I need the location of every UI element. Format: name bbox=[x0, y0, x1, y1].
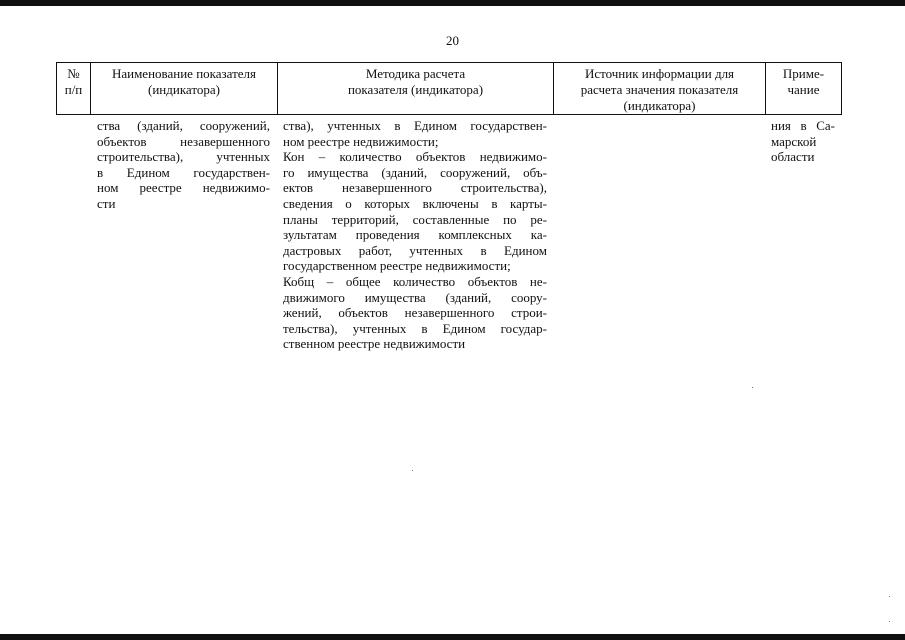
table-top-border bbox=[56, 62, 842, 63]
scan-speck bbox=[889, 596, 890, 597]
text-line: движимого имущества (зданий, соору- bbox=[283, 289, 547, 305]
header-information-source-line3: (индикатора) bbox=[623, 98, 696, 113]
header-note-line2: чание bbox=[787, 82, 820, 97]
page-number: 20 bbox=[446, 33, 459, 48]
scan-speck bbox=[889, 621, 890, 622]
text-line: ства (зданий, сооружений, bbox=[97, 118, 270, 133]
header-calculation-method bbox=[278, 66, 553, 98]
text-line: жений, объектов незавершенного строи- bbox=[283, 305, 547, 321]
header-note bbox=[766, 66, 841, 98]
scan-bottom-edge bbox=[0, 634, 905, 640]
text-line: ном реестре недвижимо- bbox=[97, 180, 270, 196]
header-indicator-name-line1: Наименование показателя bbox=[111, 66, 257, 81]
header-indicator-name bbox=[91, 66, 277, 98]
text-line: ния в Са- bbox=[771, 118, 835, 133]
header-number-line1: № bbox=[67, 66, 80, 81]
header-number bbox=[57, 66, 90, 98]
header-calculation-method-line1: Методика расчета bbox=[365, 66, 466, 81]
text-line: сведения о которых включены в карты- bbox=[283, 195, 547, 211]
text-line: тельства), учтенных в Едином государ- bbox=[283, 320, 547, 336]
text-line: сти bbox=[97, 195, 116, 211]
text-line: в Едином государствен- bbox=[97, 164, 270, 180]
text-line: ектов незавершенного строительства), bbox=[283, 180, 547, 196]
text-line: области bbox=[771, 149, 815, 165]
text-line: го имущества (зданий, сооружений, объ- bbox=[283, 164, 547, 180]
header-information-source bbox=[554, 66, 765, 114]
text-line: дастровых работ, учтенных в Едином bbox=[283, 242, 547, 258]
text-line: ственном реестре недвижимости bbox=[283, 336, 466, 352]
scan-top-edge bbox=[0, 0, 905, 6]
text-line: ном реестре недвижимости; bbox=[283, 133, 439, 149]
text-line: планы территорий, составленные по ре- bbox=[283, 211, 547, 227]
text-line: Кобщ – общее количество объектов не- bbox=[283, 273, 547, 289]
header-number-line2: п/п bbox=[64, 82, 83, 97]
text-line: марской bbox=[771, 133, 817, 149]
text-line: строительства), учтенных bbox=[97, 149, 270, 165]
text-line: Кон – количество объектов недвижимо- bbox=[283, 149, 547, 165]
calculation-method-cell bbox=[283, 118, 547, 352]
text-line: ства), учтенных в Едином государствен- bbox=[283, 118, 547, 133]
indicator-name-cell bbox=[97, 118, 270, 212]
scan-speck bbox=[412, 470, 413, 471]
text-line: объектов незавершенного bbox=[97, 133, 270, 149]
table-header-divider bbox=[56, 114, 842, 115]
header-calculation-method-line2: показателя (индикатора) bbox=[347, 82, 484, 97]
scan-speck bbox=[752, 387, 753, 388]
header-information-source-line1: Источник информации для bbox=[584, 66, 735, 81]
note-cell bbox=[771, 118, 835, 165]
column-border-5 bbox=[841, 62, 842, 115]
text-line: государственном реестре недвижимости; bbox=[283, 258, 511, 274]
header-information-source-line2: расчета значения показателя bbox=[580, 82, 739, 97]
header-indicator-name-line2: (индикатора) bbox=[148, 82, 220, 97]
header-note-line1: Приме- bbox=[782, 66, 825, 81]
text-line: зультатам проведения комплексных ка- bbox=[283, 227, 547, 243]
